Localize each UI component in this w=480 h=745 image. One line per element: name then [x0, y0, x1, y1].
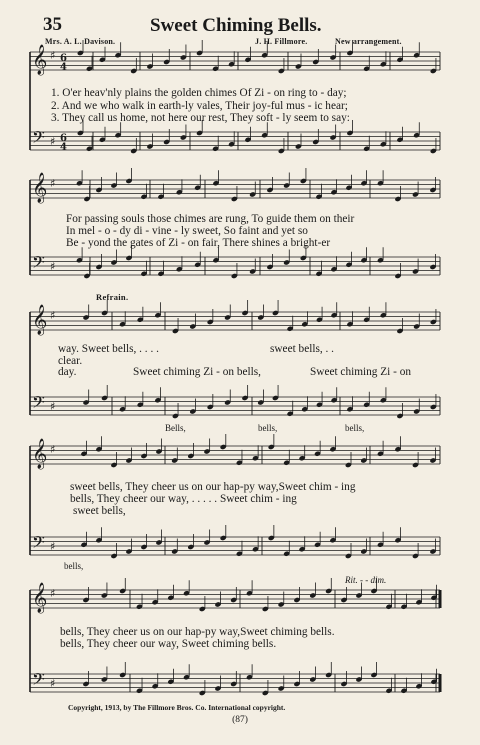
refrain-lyric: sweet bells, [73, 505, 126, 517]
sharp-icon: ♯ [50, 177, 56, 190]
tempo-marking: Rit. - - dim. [345, 575, 387, 585]
hymn-number: 35 [43, 14, 62, 35]
time-signature: 6 [60, 133, 67, 144]
treble-clef-icon: 𝄞 [32, 173, 48, 203]
bass-clef-icon: 𝄢 [32, 532, 45, 556]
sharp-icon: ♯ [50, 443, 56, 456]
verse-2-line: 2. And we who walk in earth-ly vales, Their joy-ful mus - ic hear; [51, 100, 348, 112]
hymn-title: Sweet Chiming Bells. [150, 15, 322, 36]
sharp-icon: ♯ [50, 135, 56, 148]
time-signature: 6 [60, 53, 67, 64]
refrain-lyric: day. [58, 366, 77, 378]
time-signature: 4 [60, 142, 67, 153]
bass-lyric: Bells, [165, 423, 186, 433]
treble-clef-icon: 𝄞 [32, 45, 48, 75]
verse-3-line: 3. They call us home, not here our rest, They soft - ly seem to say: [51, 112, 350, 124]
treble-clef-icon: 𝄞 [32, 439, 48, 469]
verse-2-line: In mel - o - dy di - vine - ly sweet, So faint and yet so [66, 225, 308, 237]
treble-clef-icon: 𝄞 [32, 583, 48, 613]
time-signature: 4 [60, 62, 67, 73]
refrain-lyric: clear. [58, 355, 83, 367]
refrain-lyric: bells, They cheer us on our hap-py way,Sweet chiming bells. [60, 626, 335, 638]
sharp-icon: ♯ [50, 49, 56, 62]
page-number: (87) [232, 715, 248, 725]
treble-clef-icon: 𝄞 [32, 305, 48, 335]
sharp-icon: ♯ [50, 677, 56, 690]
bass-lyric: bells, [258, 423, 278, 433]
arrangement-note: New arrangement. [335, 37, 402, 46]
refrain-lyric: bells, They cheer our way, Sweet chiming bells. [60, 638, 277, 650]
sharp-icon: ♯ [50, 400, 56, 413]
author-credit: Mrs. A. L. Davison. [45, 37, 116, 46]
refrain-lyric: Sweet chiming Zi - on [310, 366, 412, 378]
bass-clef-icon: 𝄢 [32, 127, 45, 151]
sharp-icon: ♯ [50, 260, 56, 273]
verse-1-line: For passing souls those chimes are rung, To guide them on their [66, 213, 355, 225]
bass-clef-icon: 𝄢 [32, 669, 45, 693]
copyright-notice: Copyright, 1913, by The Fillmore Bros. Co. International copyright. [68, 703, 286, 712]
refrain-lyric: sweet bells, . . [270, 343, 335, 355]
refrain-label: Refrain. [96, 292, 129, 302]
refrain-lyric: Sweet chiming Zi - on bells, [133, 366, 262, 378]
verse-1-line: 1. O'er heav'nly plains the golden chimes Of Zi - on ring to - day; [51, 87, 347, 99]
refrain-lyric: sweet bells, They cheer us on our hap-py way,Sweet chim - ing [70, 481, 356, 493]
composer-credit: J. H. Fillmore. [255, 37, 308, 46]
sharp-icon: ♯ [50, 309, 56, 322]
sharp-icon: ♯ [50, 540, 56, 553]
sharp-icon: ♯ [50, 587, 56, 600]
bass-lyric: bells, [345, 423, 365, 433]
bass-clef-icon: 𝄢 [32, 392, 45, 416]
bass-clef-icon: 𝄢 [32, 252, 45, 276]
refrain-lyric: bells, They cheer our way, . . . . . Sweet chim - ing [70, 493, 297, 505]
bass-lyric: bells, [64, 561, 84, 571]
refrain-lyric: way. Sweet bells, . . . . [58, 343, 159, 355]
verse-3-line: Be - yond the gates of Zi - on fair, There shines a bright-er [66, 237, 331, 249]
